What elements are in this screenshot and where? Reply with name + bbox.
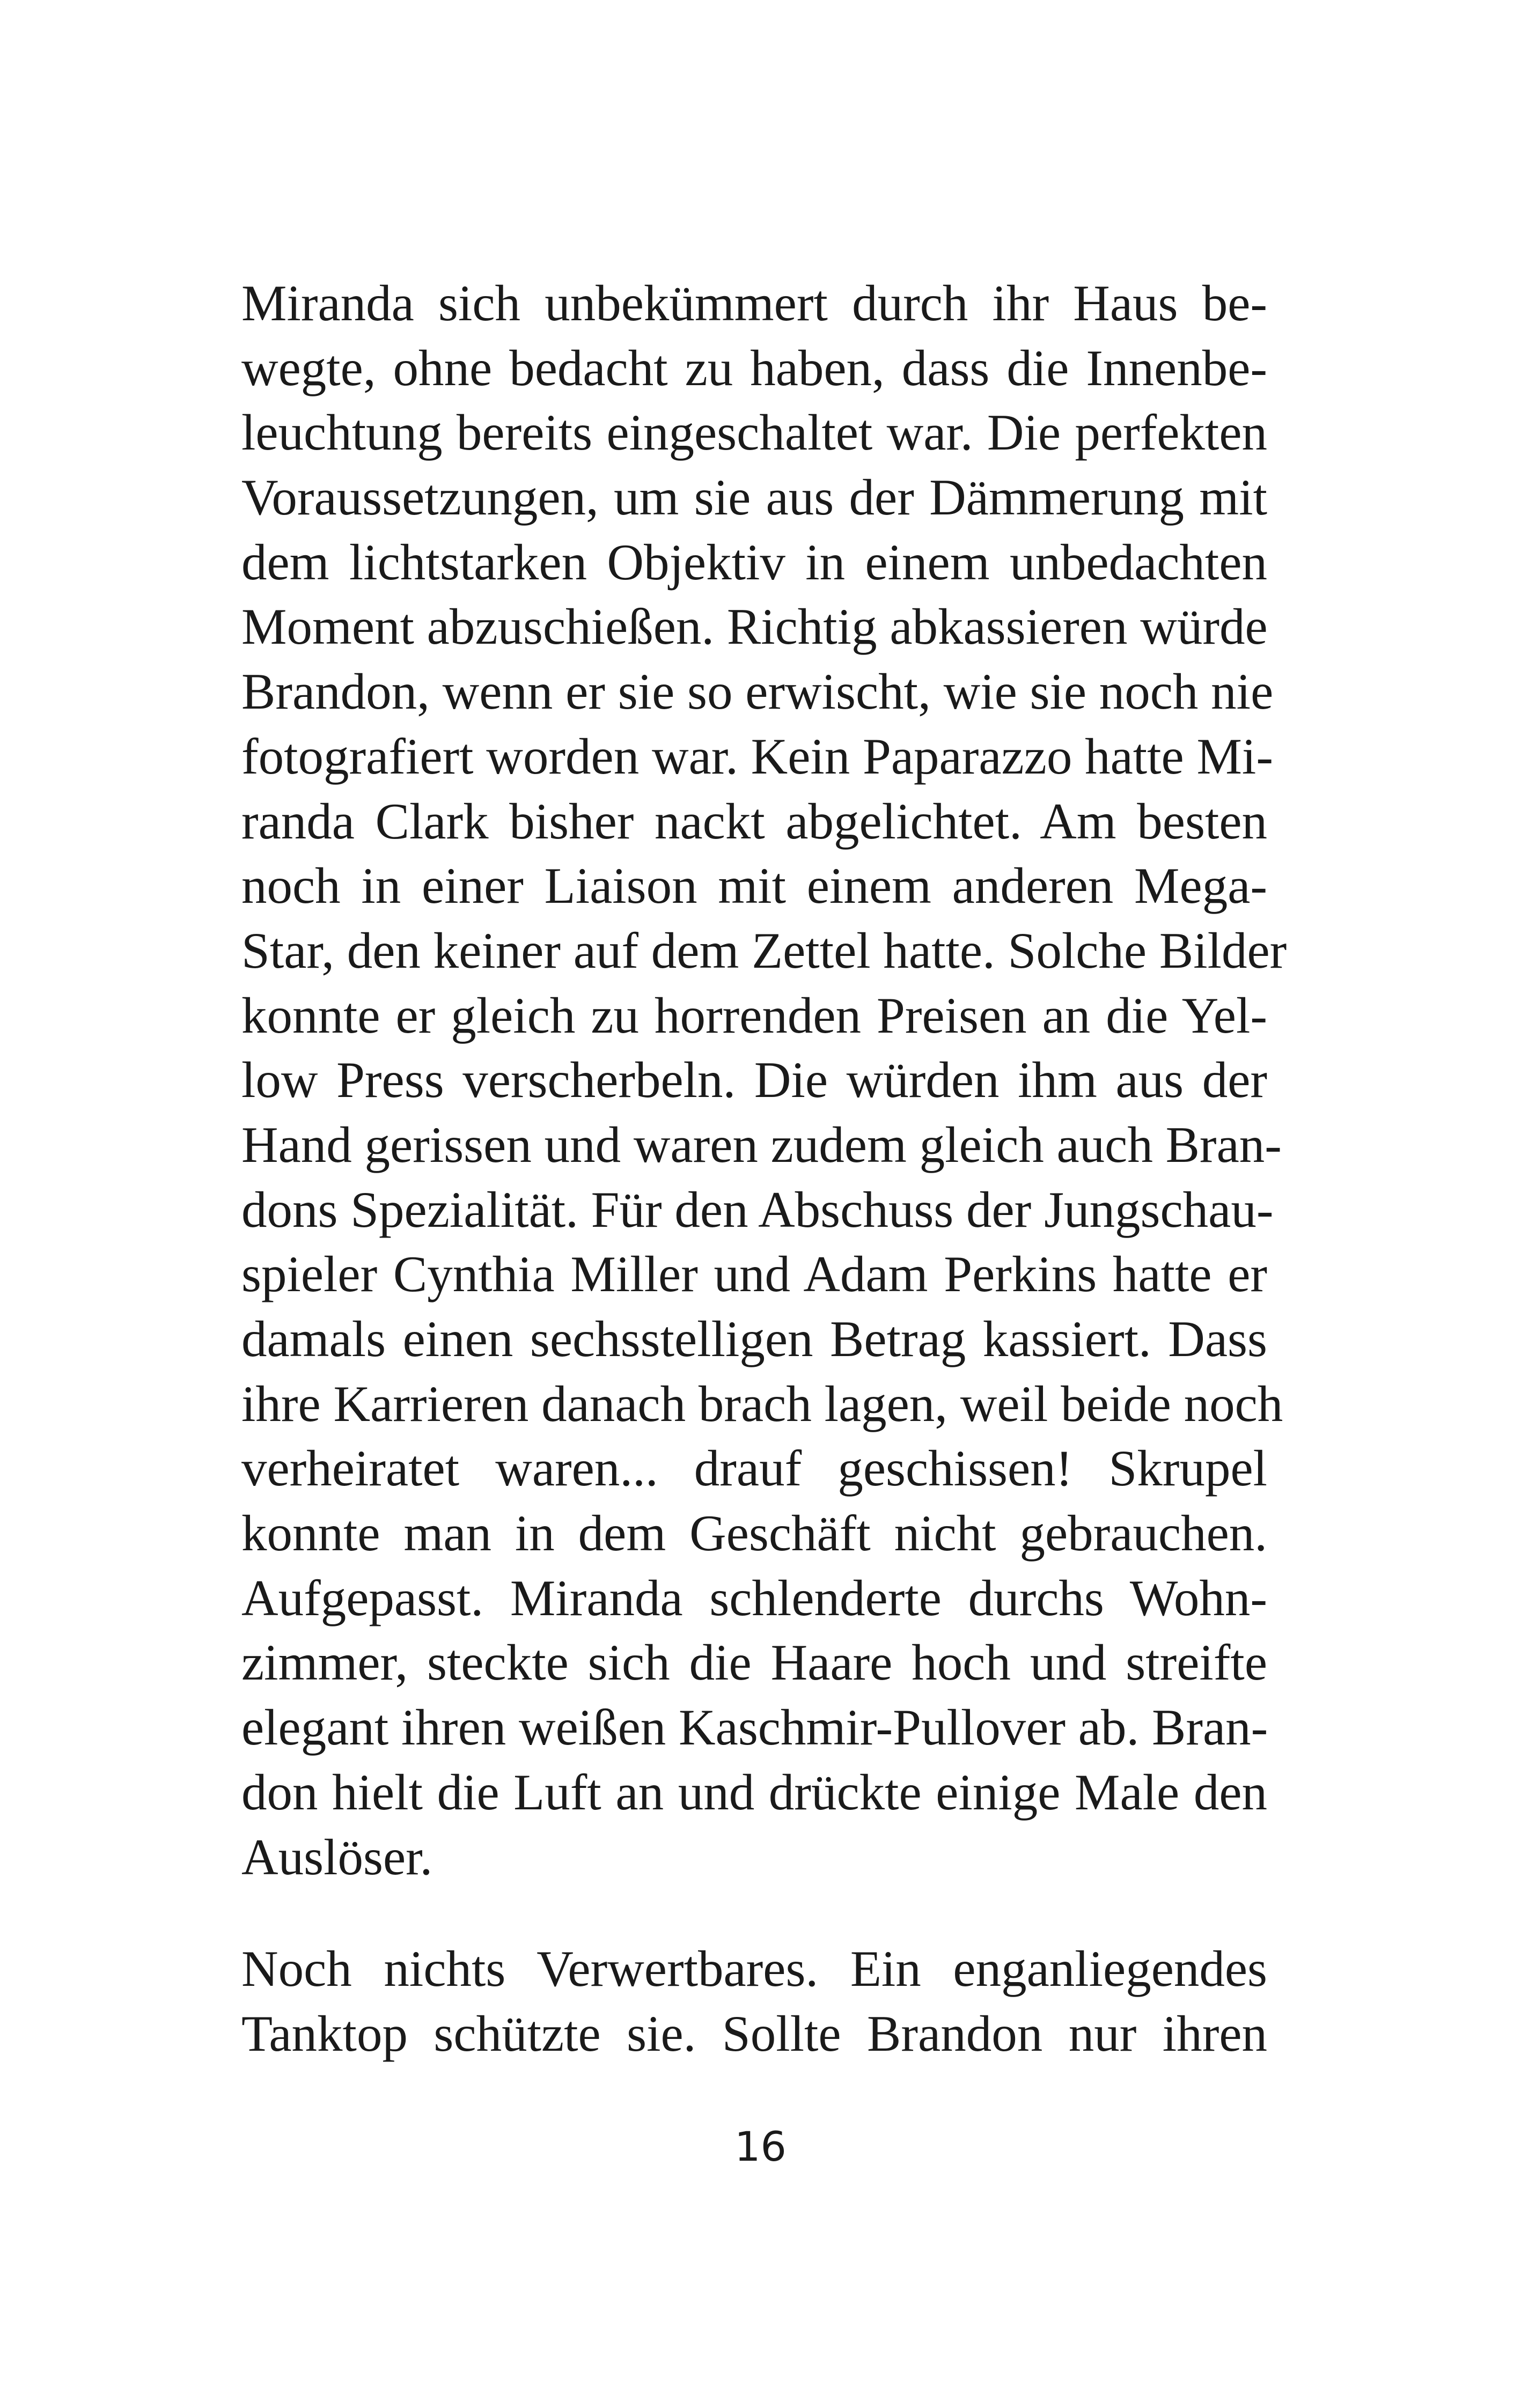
- text-line: ihre Karrieren danach brach lagen, weil beide noch: [241, 1375, 1283, 1432]
- text-line: dem lichtstarken Objektiv in einem unbedachten: [241, 533, 1267, 591]
- text-line: don hielt die Luft an und drückte einige Male den: [241, 1763, 1267, 1821]
- page-number: 16: [734, 2123, 787, 2170]
- text-line: elegant ihren weißen Kaschmir-Pullover ab. Bran-: [241, 1699, 1268, 1756]
- text-line: dons Spezialität. Für den Abschuss der Jungschau-: [241, 1181, 1274, 1238]
- text-line: damals einen sechsstelligen Betrag kassiert. Dass: [241, 1310, 1267, 1367]
- text-line: Star, den keiner auf dem Zettel hatte. Solche Bilder: [241, 922, 1287, 979]
- text-line: konnte man in dem Geschäft nicht gebrauchen.: [241, 1505, 1267, 1562]
- text-line: Voraussetzungen, um sie aus der Dämmerung mit: [241, 469, 1267, 526]
- text-line: randa Clark bisher nackt abgelichtet. Am besten: [241, 792, 1267, 850]
- text-line: leuchtung bereits eingeschaltet war. Die perfekten: [241, 404, 1267, 461]
- paragraph-1: [241, 271, 1287, 1889]
- text-line: Tanktop schützte sie. Sollte Brandon nur ihren: [241, 2005, 1267, 2062]
- text-line: Moment abzuschießen. Richtig abkassieren würde: [241, 598, 1268, 656]
- text-line: Noch nichts Verwertbares. Ein enganliegendes: [241, 1940, 1267, 1997]
- text-line: zimmer, steckte sich die Haare hoch und streifte: [241, 1634, 1267, 1691]
- text-line: Hand gerissen und waren zudem gleich auch Bran-: [241, 1116, 1282, 1173]
- text-line: verheiratet waren... drauf geschissen! Skrupel: [241, 1440, 1267, 1497]
- text-line: Brandon, wenn er sie so erwischt, wie sie noch nie: [241, 663, 1274, 720]
- text-line: noch in einer Liaison mit einem anderen Mega-: [241, 857, 1267, 915]
- text-line: Aufgepasst. Miranda schlenderte durchs Wohn-: [241, 1569, 1267, 1626]
- text-line: konnte er gleich zu horrenden Preisen an die Yel-: [241, 986, 1267, 1044]
- text-line: Auslöser.: [241, 1828, 433, 1886]
- text-line: wegte, ohne bedacht zu haben, dass die Innenbe-: [241, 339, 1267, 396]
- paragraph-2: [241, 1936, 1267, 2066]
- text-line: fotografiert worden war. Kein Paparazzo hatte Mi-: [241, 727, 1273, 785]
- text-line: low Press verscherbeln. Die würden ihm aus der: [241, 1051, 1267, 1109]
- text-line: spieler Cynthia Miller und Adam Perkins hatte er: [241, 1246, 1267, 1303]
- text-line: Miranda sich unbekümmert durch ihr Haus be-: [241, 275, 1267, 332]
